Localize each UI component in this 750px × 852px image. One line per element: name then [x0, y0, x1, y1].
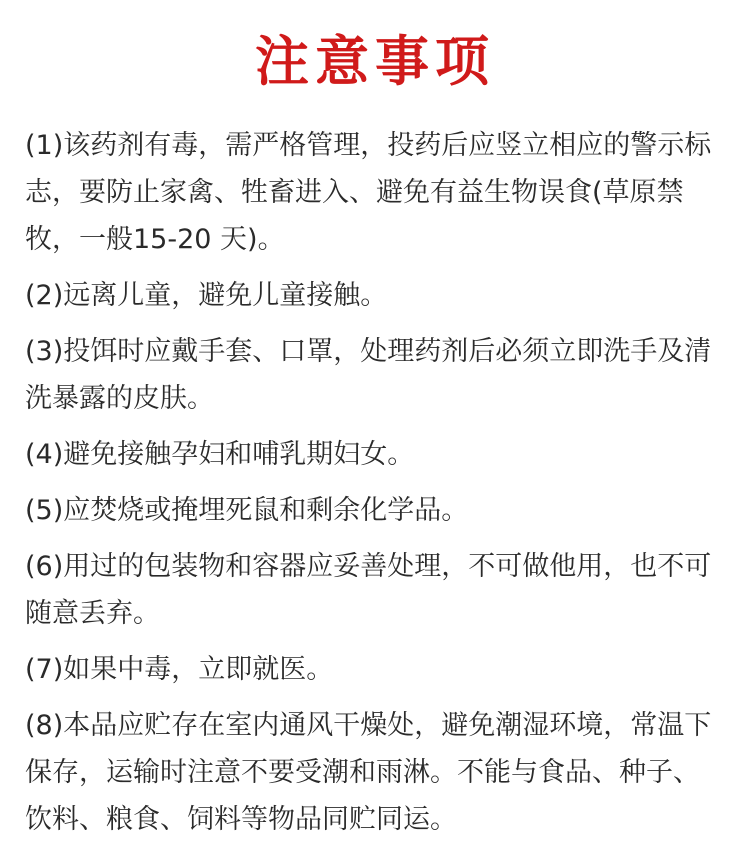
note-item-5: (5)应焚烧或掩埋死鼠和剩余化学品。 — [25, 495, 469, 526]
note-item-7: (7)如果中毒，立即就医。 — [25, 654, 334, 685]
note-item-6: (6)用过的包装物和容器应妥善处理，不可做他用，也不可随意丢弃。 — [25, 551, 712, 629]
page-title: 注意事项 — [255, 29, 495, 93]
note-item-2: (2)远离儿童，避免儿童接触。 — [25, 280, 388, 311]
note-item-4: (4)避免接触孕妇和哺乳期妇女。 — [25, 439, 415, 470]
note-item-3: (3)投饵时应戴手套、口罩，处理药剂后必须立即洗手及清洗暴露的皮肤。 — [25, 336, 712, 414]
note-item-8: (8)本品应贮存在室内通风干燥处，避免潮湿环境，常温下保存，运输时注意不要受潮和雨淋。不能与食品、种子、饮料、粮食、饲料等物品同贮同运。 — [25, 710, 712, 835]
note-item-1: (1)该药剂有毒，需严格管理，投药后应竖立相应的警示标志，要防止家禽、牲畜进入、避免有益生物误食(草原禁牧，一般15-20 天)。 — [25, 130, 712, 255]
precautions-list — [25, 122, 725, 852]
